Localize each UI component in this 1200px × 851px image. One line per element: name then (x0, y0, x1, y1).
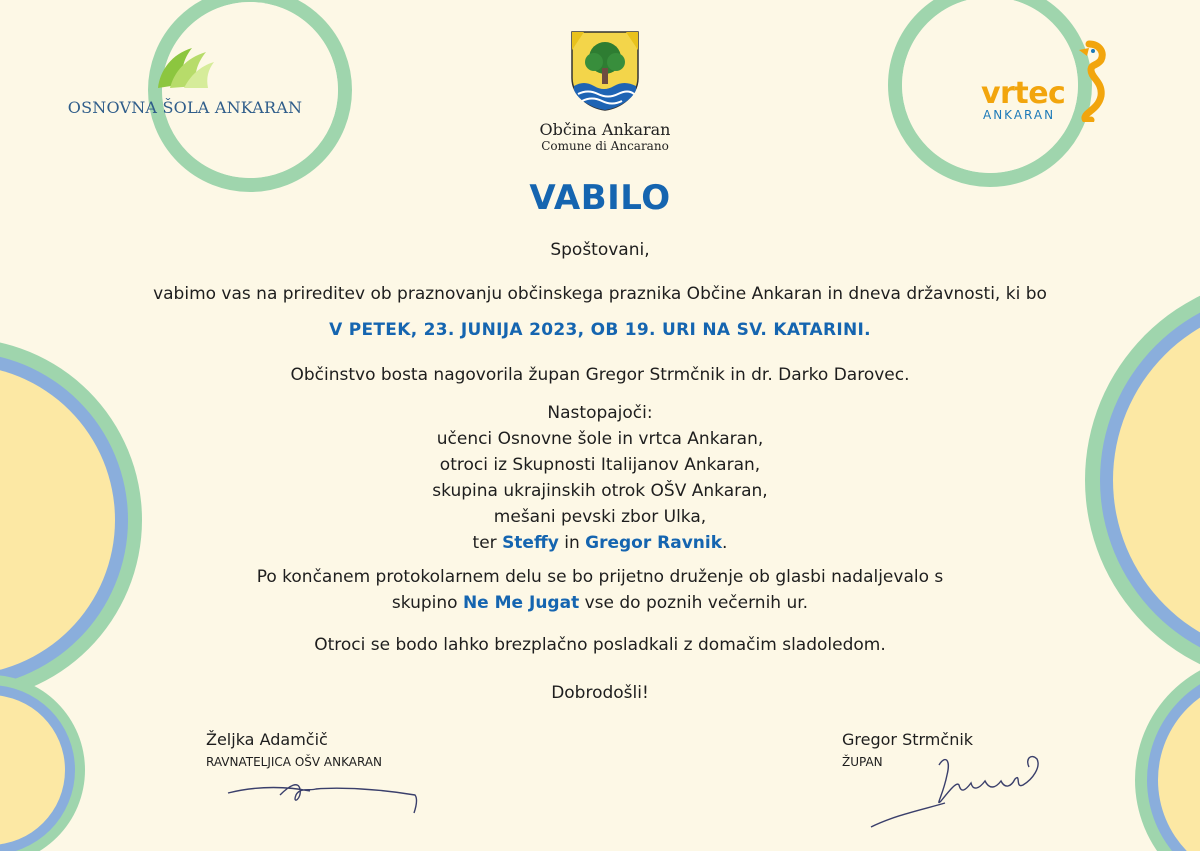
signatory-name: Gregor Strmčnik (842, 730, 974, 749)
performer-steffy: Steffy (502, 533, 559, 553)
kindergarten-word: vrtec (981, 76, 1066, 111)
signatory-role: RAVNATELJICA OŠV ANKARAN (206, 755, 383, 769)
intro-text: vabimo vas na prireditev ob praznovanju občinskega praznika Občine Ankaran in dneva državnosti, ki bo (153, 284, 1047, 304)
kindergarten-place: ANKARAN (983, 108, 1056, 122)
welcome-text: Dobrodošli! (551, 683, 649, 703)
ice-cream-text: Otroci se bodo lahko brezplačno posladkali z domačim sladoledom. (314, 635, 886, 655)
school-name: OSNOVNA ŠOLA ANKARAN (67, 98, 303, 117)
event-date: V PETEK, 23. JUNIJA 2023, OB 19. URI NA SV. KATARINI. (329, 320, 871, 340)
kindergarten-logo (975, 40, 1115, 130)
municipality-name-it: Comune di Ancarano (541, 139, 669, 153)
handwritten-signature-right (865, 745, 1055, 840)
coat-of-arms-icon (570, 30, 640, 112)
performer-item: mešani pevski zbor Ulka, (493, 507, 707, 527)
signature-left (206, 730, 382, 769)
performer-item: otroci iz Skupnosti Italijanov Ankaran, (439, 455, 761, 475)
performer-item: skupina ukrajinskih otrok OŠV Ankaran, (432, 481, 768, 501)
invitation-title: VABILO (529, 178, 671, 218)
signatory-role: ŽUPAN (842, 755, 883, 769)
seahorse-icon (1067, 40, 1111, 122)
performer-gregor-ravnik: Gregor Ravnik (585, 533, 723, 553)
performer-item: učenci Osnovne šole in vrtca Ankaran, (436, 429, 764, 449)
wave-icon (150, 40, 220, 92)
handwritten-signature-left (220, 775, 430, 820)
signatory-name: Željka Adamčič (206, 730, 328, 749)
performer-item-last: ter Steffy in Gregor Ravnik. (472, 533, 728, 553)
after-party-text: Po končanem protokolarnem delu se bo prijetno druženje ob glasbi nadaljevalo s skupino Ne Me Jugat vse do poznih večernih ur. (256, 567, 944, 613)
greeting: Spoštovani, (550, 240, 650, 260)
performers-list (100, 400, 1100, 556)
speakers-text: Občinstvo bosta nagovorila župan Gregor Strmčnik in dr. Darko Darovec. (290, 365, 910, 385)
performers-heading: Nastopajoči: (547, 403, 653, 423)
municipality-logo (520, 30, 690, 153)
school-logo (60, 40, 310, 117)
band-name: Ne Me Jugat (462, 593, 580, 613)
municipality-name-sl: Občina Ankaran (539, 120, 671, 139)
